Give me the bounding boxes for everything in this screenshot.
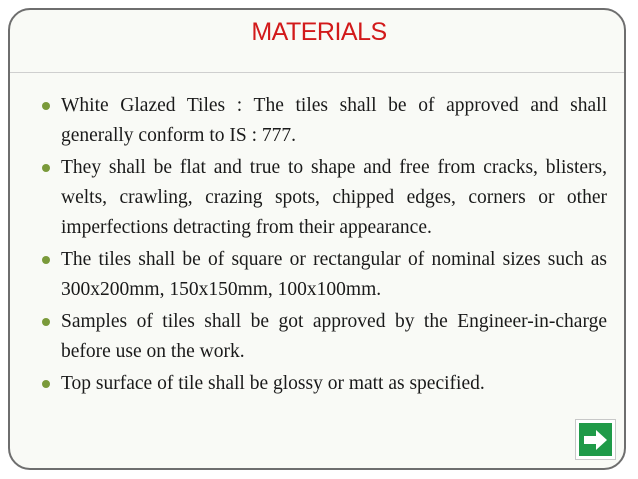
bullet-dot-icon: [42, 164, 50, 172]
bullet-list: [40, 91, 607, 401]
bullet-item: [40, 153, 607, 243]
bullet-item: [40, 91, 607, 151]
bullet-dot-icon: [42, 256, 50, 264]
bullet-dot-icon: [42, 318, 50, 326]
bullet-dot-icon: [42, 102, 50, 110]
bullet-dot-icon: [42, 380, 50, 388]
bullet-text: The tiles shall be of square or rectangular of nominal sizes such as 300x200mm, 150x150mm, 100x100mm.: [61, 249, 607, 300]
arrow-right-icon: [582, 428, 609, 452]
bullet-text: Samples of tiles shall be got approved by the Engineer-in-charge before use on the work.: [61, 311, 607, 362]
bullet-item: [40, 369, 607, 399]
bullet-item: [40, 307, 607, 367]
next-button-face: [579, 423, 612, 456]
bullet-text: Top surface of tile shall be glossy or matt as specified.: [61, 373, 485, 394]
next-slide-button[interactable]: [575, 419, 616, 460]
title-divider: [10, 72, 624, 73]
slide-title: MATERIALS: [251, 18, 387, 46]
bullet-text: They shall be flat and true to shape and free from cracks, blisters, welts, crawling, crazing spots, chipped edges, corners or other imperfections detracting from their appearance.: [61, 157, 607, 238]
bullet-text: White Glazed Tiles : The tiles shall be of approved and shall generally conform to IS : 777.: [61, 95, 607, 146]
bullet-item: [40, 245, 607, 305]
